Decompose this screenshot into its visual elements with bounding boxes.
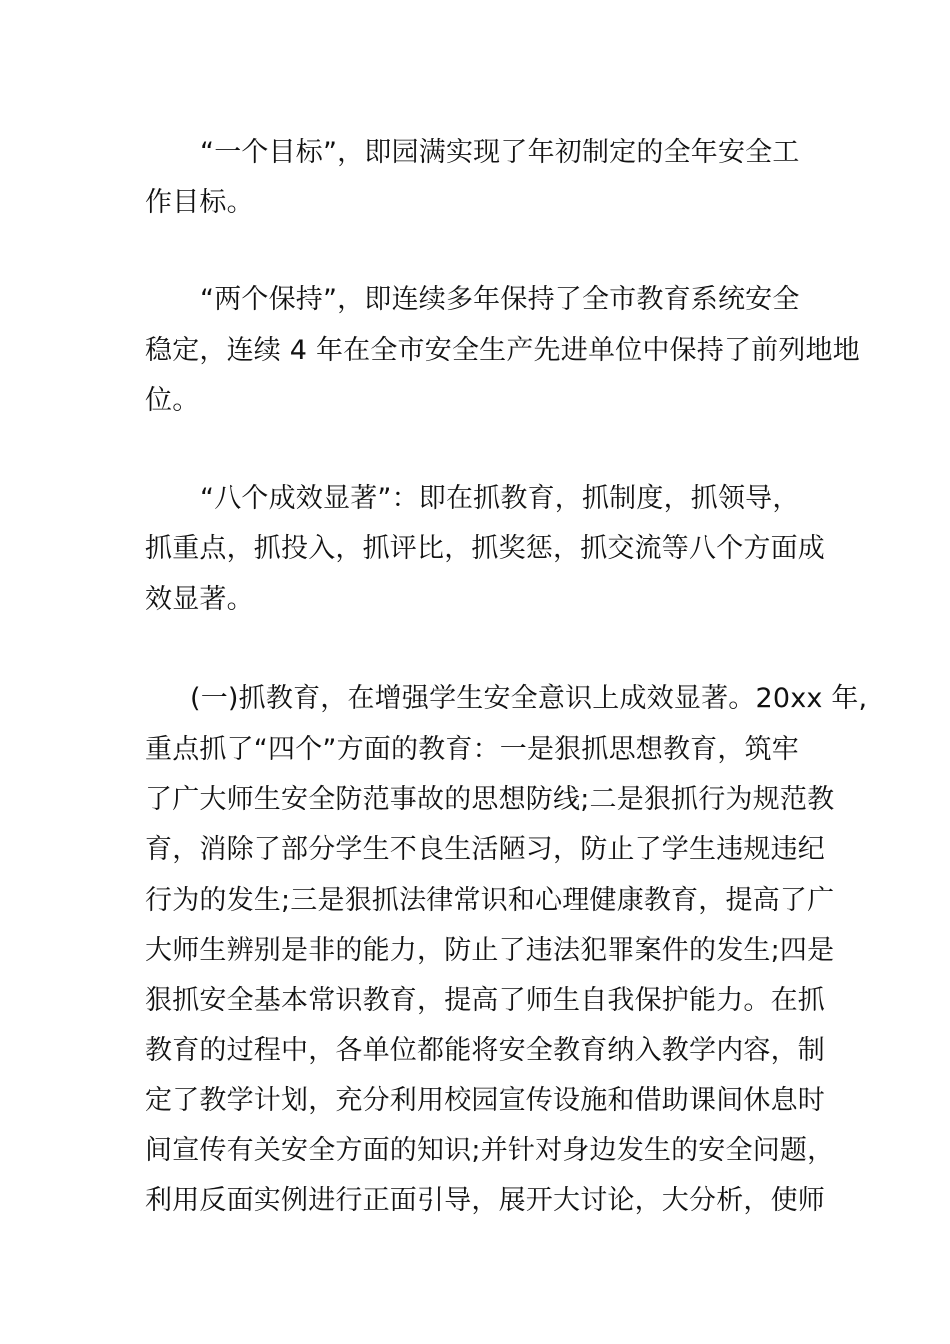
paragraph-4-line-3: 了广大师生安全防范事故的思想防线;二是狠抓行为规范教 — [145, 784, 835, 815]
paragraph-3-line-3: 效显著。 — [145, 584, 254, 615]
paragraph-4-line-11: 利用反面实例进行正面引导，展开大讨论，大分析，使师 — [145, 1185, 825, 1216]
paragraph-4-line-4: 育，消除了部分学生不良生活陋习，防止了学生违规违纪 — [145, 834, 825, 865]
paragraph-2-line-2: 稳定，连续 4 年在全市安全生产先进单位中保持了前列地地 — [145, 335, 860, 366]
paragraph-3-line-2: 抓重点，抓投入，抓评比，抓奖惩，抓交流等八个方面成 — [145, 533, 825, 564]
paragraph-4-line-6: 大师生辨别是非的能力，防止了违法犯罪案件的发生;四是 — [145, 935, 835, 966]
paragraph-4-line-2: 重点抓了“四个”方面的教育：一是狠抓思想教育，筑牢 — [145, 734, 799, 765]
paragraph-4-line-9: 定了教学计划，充分利用校园宣传设施和借助课间休息时 — [145, 1085, 825, 1116]
paragraph-4-line-8: 教育的过程中，各单位都能将安全教育纳入教学内容，制 — [145, 1035, 825, 1066]
paragraph-4-line-7: 狠抓安全基本常识教育，提高了师生自我保护能力。在抓 — [145, 985, 825, 1016]
paragraph-4-line-1: (一)抓教育，在增强学生安全意识上成效显著。20xx 年, — [190, 683, 868, 714]
paragraph-4-line-5: 行为的发生;三是狠抓法律常识和心理健康教育，提高了广 — [145, 885, 835, 916]
paragraph-2-line-1: “两个保持”，即连续多年保持了全市教育系统安全 — [200, 284, 800, 315]
paragraph-2-line-3: 位。 — [145, 385, 200, 416]
paragraph-4-line-10: 间宣传有关安全方面的知识;并针对身边发生的安全问题， — [145, 1135, 835, 1166]
paragraph-3-line-1: “八个成效显著”：即在抓教育，抓制度，抓领导， — [200, 483, 800, 514]
paragraph-1-line-1: “一个目标”，即园满实现了年初制定的全年安全工 — [200, 137, 800, 168]
paragraph-1-line-2: 作目标。 — [145, 187, 254, 218]
